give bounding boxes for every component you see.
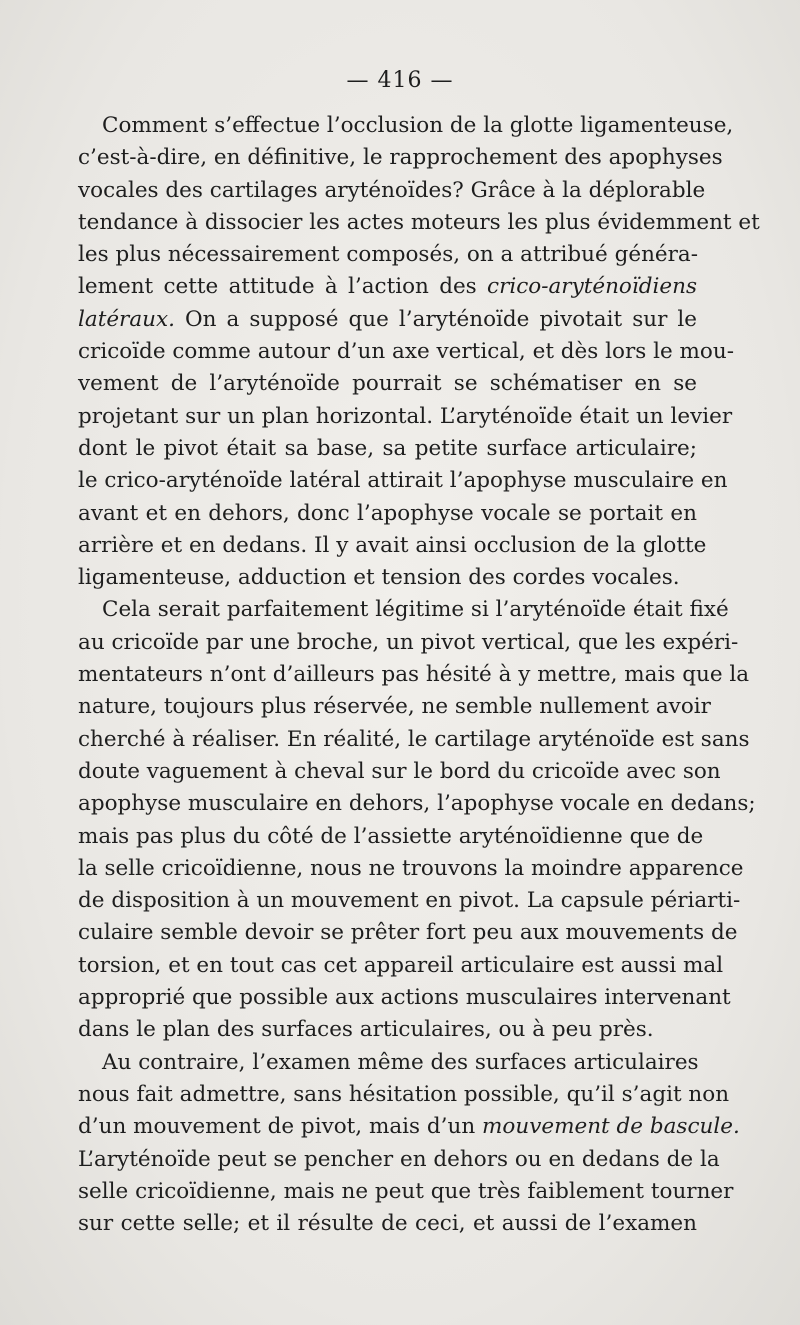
text-line [78,401,733,433]
text-line [78,530,707,562]
line-text: culaire semble devoir se prêter fort peu aux mouvements de [78,920,738,946]
line-text: Au contraire, l’examen même des surfaces articulaires [102,1049,699,1075]
italic-term: mouvement de bascule. [482,1114,740,1140]
text-line [78,1176,734,1208]
text-line [78,336,734,368]
page-number: — 416 — [346,68,454,93]
line-text: sur cette selle; et il résulte de ceci, et aussi de l’examen [78,1211,697,1237]
text-line [78,1144,720,1176]
text-line [78,239,697,271]
line-text: L’aryténoïde peut se pencher en dehors ou en dedans de la [78,1146,720,1172]
line-text: tendance à dissocier les actes moteurs les plus évidemment et [78,209,760,235]
line-text: au cricoïde par une broche, un pivot vertical, que les expéri- [78,629,739,655]
italic-term: latéraux. [78,306,175,332]
line-text: mentateurs n’ont d’ailleurs pas hésité à y mettre, mais que la [78,662,750,688]
text-line [78,110,734,142]
line-text: dont le pivot était sa base, sa petite surface articulaire; [78,435,697,461]
text-line [78,1047,697,1079]
text-line [78,950,724,982]
line-text: avant et en dehors, donc l’apophyse vocale se portait en [78,500,697,526]
line-text: la selle cricoïdienne, nous ne trouvons la moindre apparence [78,855,744,881]
text-line [78,368,697,400]
line-text: vocales des cartilages aryténoïdes? Grâce à la déplorable [78,177,706,203]
text-line [78,498,697,530]
line-text: approprié que possible aux actions musculaires intervenant [78,985,731,1011]
line-text: cricoïde comme autour d’un axe vertical, et dès lors le mou- [78,339,734,365]
text-line [78,207,760,239]
line-text: selle cricoïdienne, mais ne peut que très faiblement tourner [78,1178,734,1204]
line-text: c’est-à-dire, en définitive, le rapprochement des apophyses [78,145,723,171]
text-line [78,594,729,626]
text-line [78,917,738,949]
text-line [78,1014,697,1046]
line-text: dans le plan des surfaces articulaires, ou à peu près. [78,1017,654,1043]
text-line [78,756,721,788]
line-text: ligamenteuse, adduction et tension des cordes vocales. [78,565,680,591]
line-text: d’un mouvement de pivot, mais d’un [78,1114,483,1140]
text-line [78,724,750,756]
line-text: doute vaguement à cheval sur le bord du cricoïde avec son [78,758,721,784]
text-line [78,1079,730,1111]
text-line [78,659,750,691]
line-text: les plus nécessairement composés, on a attribué généra- [78,242,699,268]
text-line [78,175,706,207]
text-line [78,1208,697,1240]
text-line [78,465,728,497]
italic-term: crico-aryténoïdiens [487,274,697,300]
line-text: lement cette attitude à l’action des [78,274,488,300]
text-line [78,1111,740,1143]
line-text: cherché à réaliser. En réalité, le cartilage aryténoïde est sans [78,726,750,752]
text-line [78,885,741,917]
body-text [78,110,760,1240]
line-text: Cela serait parfaitement légitime si l’aryténoïde était fixé [102,597,729,623]
text-line [78,304,697,336]
text-line [78,691,711,723]
line-text: nous fait admettre, sans hésitation possible, qu’il s’agit non [78,1081,730,1107]
line-text: torsion, et en tout cas cet appareil articulaire est aussi mal [78,952,724,978]
line-text: de disposition à un mouvement en pivot. La capsule périarti- [78,888,741,914]
line-text: apophyse musculaire en dehors, l’apophyse vocale en dedans; [78,791,756,817]
text-line [78,271,697,303]
line-text: Comment s’effectue l’occlusion de la glotte ligamenteuse, [102,113,734,138]
text-line [78,433,697,465]
text-line [78,982,731,1014]
line-text: On a supposé que l’aryténoïde pivotait sur le [174,306,697,332]
text-line [78,821,704,853]
line-text: mais pas plus du côté de l’assiette aryténoïdienne que de [78,823,704,849]
text-line [78,142,723,174]
text-line [78,627,739,659]
line-text: projetant sur un plan horizontal. L’aryténoïde était un levier [78,403,733,429]
text-line [78,788,756,820]
line-text: le crico-aryténoïde latéral attirait l’apophyse musculaire en [78,468,728,494]
line-text: arrière et en dedans. Il y avait ainsi occlusion de la glotte [78,532,707,558]
line-text: nature, toujours plus réservée, ne semble nullement avoir [78,694,711,720]
line-text: vement de l’aryténoïde pourrait se schématiser en se [78,371,697,397]
text-line [78,853,744,885]
text-line [78,562,697,594]
